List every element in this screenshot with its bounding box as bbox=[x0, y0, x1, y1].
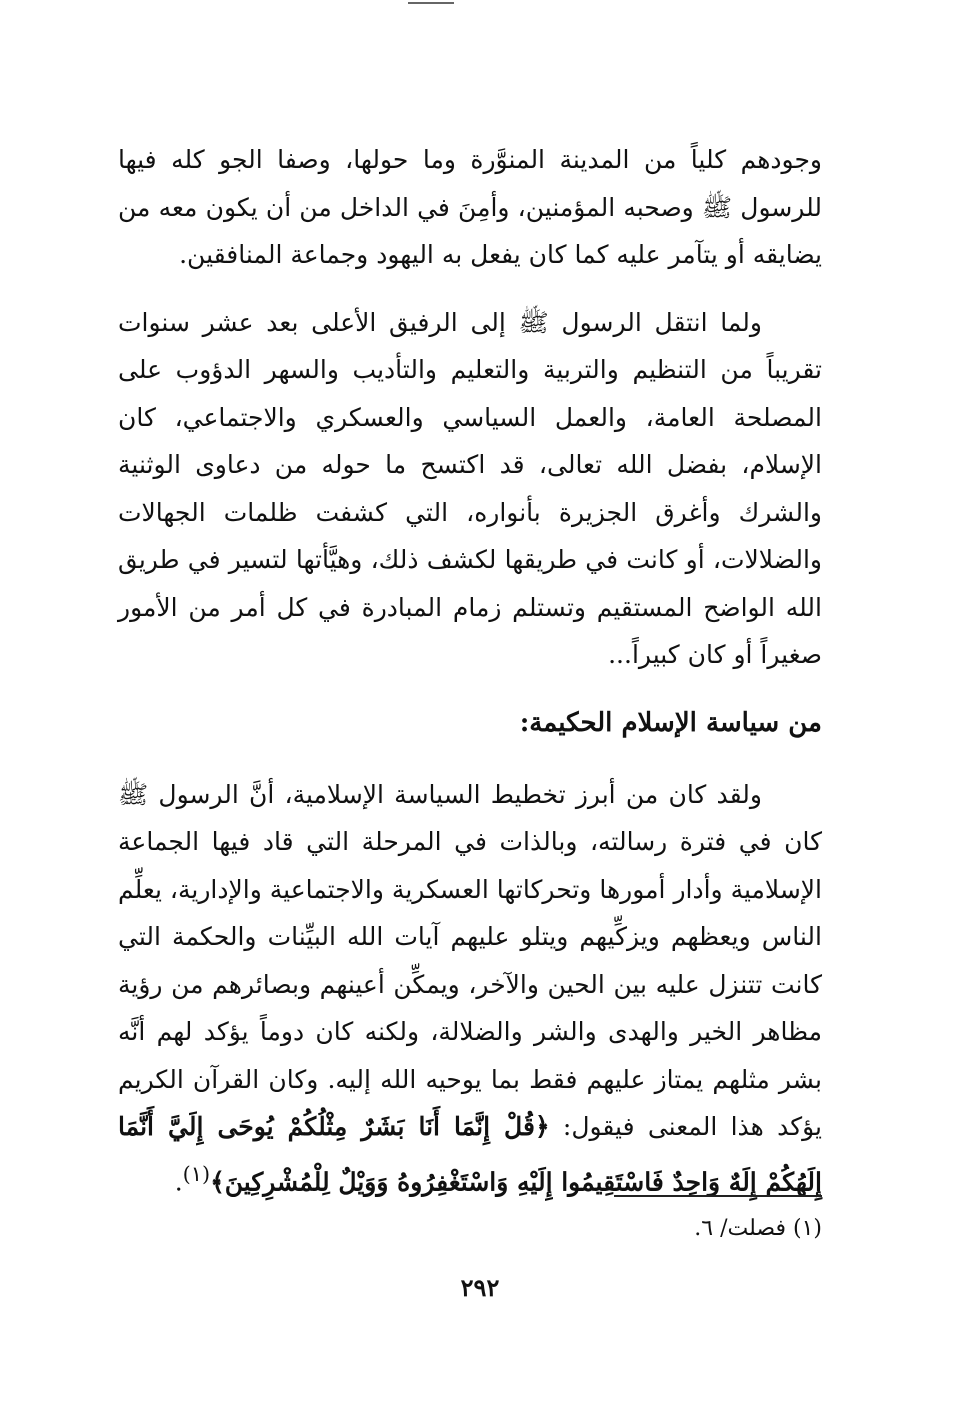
paragraph-3-end: . bbox=[174, 1166, 183, 1196]
quran-verse: ﴿قُلْ إِنَّمَا أَنَا بَشَرٌ مِثْلُكُمْ يُوحَى إِلَيَّ أَنَّمَا إِلَهُكُمْ إِلَهٌ وَاحِدٌ فَاسْتَقِيمُوا إِلَيْهِ وَاسْتَغْفِرُوهُ وَوَيْلٌ لِلْمُشْرِكِينَ﴾ bbox=[118, 1112, 822, 1196]
section-heading: من سياسة الإسلام الحكيمة: bbox=[519, 707, 822, 738]
page-body bbox=[118, 136, 822, 1205]
top-rule bbox=[408, 2, 454, 4]
page-number: ٢٩٢ bbox=[460, 1273, 500, 1302]
footnote-ref: (١) bbox=[182, 1161, 211, 1186]
paragraph-2: ولما انتقل الرسول ﷺ إلى الرفيق الأعلى بعد عشر سنوات تقريباً من التنظيم والتربية والتعليم والتأديب والسهر الدؤوب على المصلحة العامة، والعمل السياسي والعسكري والاجتماعي، كان الإسلام، بفضل الله تعالى، قد اكتسح ما حوله من دعاوى الوثنية والشرك وأغرق الجزيرة بأنواره، التي كشفت ظلمات الجهالات والضلالات، أو كانت في طريقها لكشف ذلك، وهيَّأتها لتسير في طريق الله الواضح المستقيم وتستلم زمام المبادرة في كل أمر من الأمور صغيراً أو كان كبيراً... bbox=[118, 307, 822, 669]
paragraph-3-text: ولقد كان من أبرز تخطيط السياسة الإسلامية، أنَّ الرسول ﷺ كان في فترة رسالته، وبالذات في المرحلة التي قاد فيها الجماعة الإسلامية وأدار أمورها وتحركاتها العسكرية والاجتماعية والإدارية، يعلِّم الناس ويعظهم ويزكِّيهم ويتلو عليهم آيات الله البيِّنات والحكمة التي كانت تتنزل عليه بين الحين والآخر، ويمكِّن أعينهم وبصائرهم من رؤية مظاهر الخير والهدى والشر والضلالة، ولكنه كان دوماً يؤكد لهم أنَّه بشر مثلهم يمتاز عليهم فقط بما يوحيه الله إليه. وكان القرآن الكريم يؤكد هذا المعنى فيقول: bbox=[118, 779, 823, 1141]
paragraph-3 bbox=[118, 771, 822, 1206]
footnote: (١) فصلت/ ٦. bbox=[694, 1216, 822, 1241]
paragraph-1: وجودهم كلياً من المدينة المنوَّرة وما حولها، وصفا الجو كله فيها للرسول ﷺ وصحبه المؤمنين، وأمِنَ في الداخل من أن يكون معه من يضايقه أو يتآمر عليه كما كان يفعل به اليهود وجماعة المنافقين. bbox=[118, 145, 822, 269]
footnote-divider bbox=[614, 1195, 822, 1197]
